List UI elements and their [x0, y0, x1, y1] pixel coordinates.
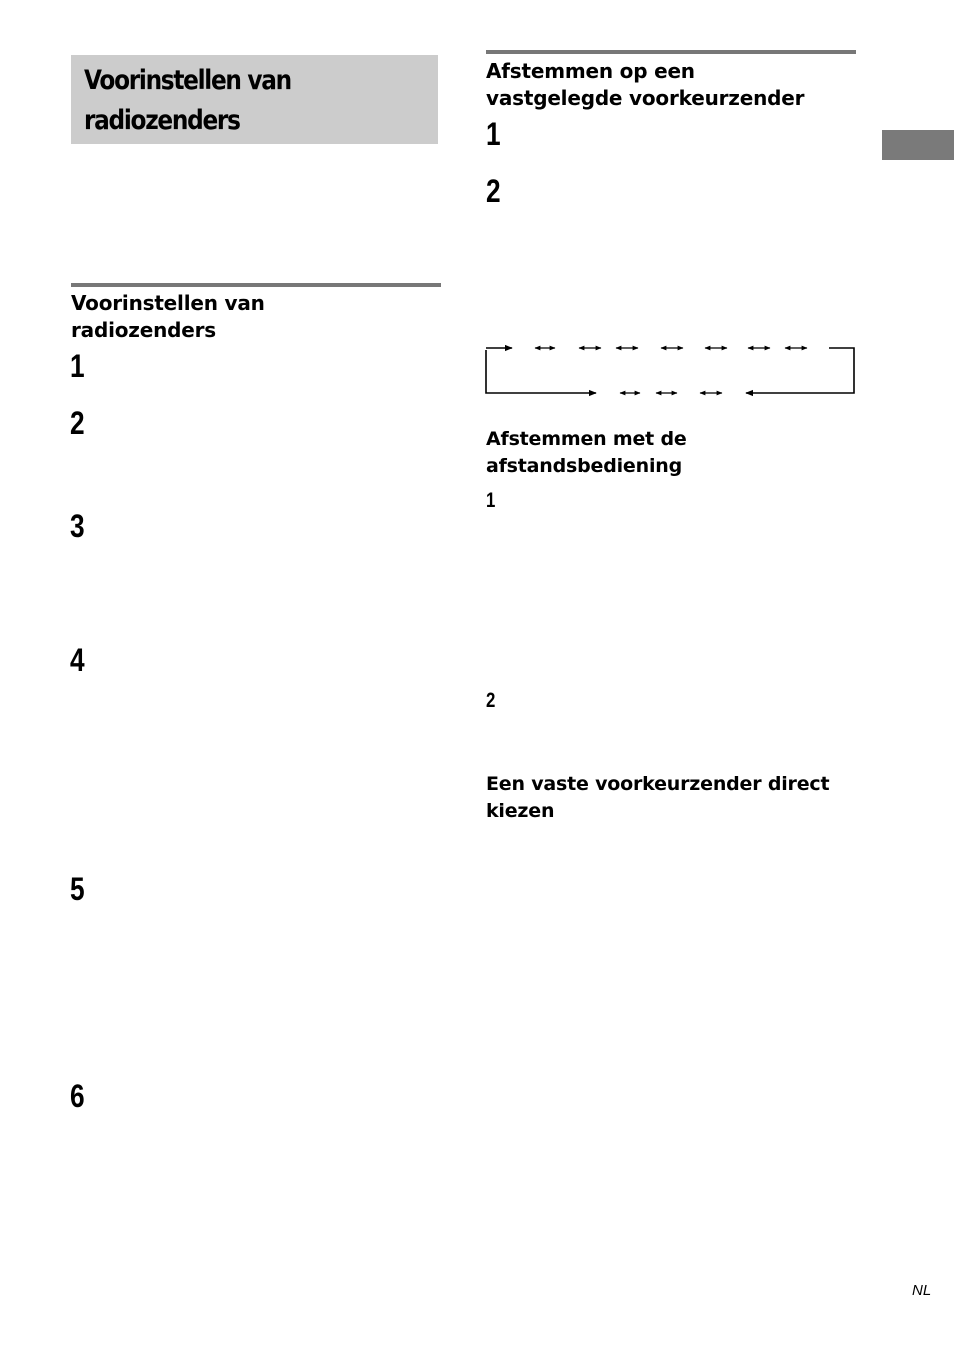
tune-step-number-1: 1: [486, 116, 501, 152]
tune-step-number-2: 2: [486, 173, 501, 209]
remote-step-number-1: 1: [486, 489, 496, 512]
tune-heading-line-1: Afstemmen op een: [486, 59, 695, 83]
remote-heading-line-1: Afstemmen met de: [486, 428, 687, 450]
step-number-1: 1: [70, 348, 85, 384]
direct-heading-line-1: Een vaste voorkeurzender direct: [486, 773, 830, 795]
chapter-title-box: [71, 55, 438, 144]
chapter-title-line-2: radiozenders: [84, 105, 240, 136]
section-heading-line-1: Voorinstellen van: [71, 291, 265, 315]
cycle-right-bracket: [746, 348, 854, 393]
step-number-3: 3: [70, 508, 85, 544]
section-heading-tune-preset: [486, 58, 804, 112]
step-number-4: 4: [70, 642, 85, 678]
step-number-5: 5: [70, 871, 85, 907]
chapter-thumb-tab: [882, 130, 954, 160]
cycle-left-bracket: [486, 350, 596, 393]
section-rule-right: [486, 50, 856, 54]
tune-heading-line-2: vastgelegde voorkeurzender: [486, 86, 805, 110]
page-locale-label: NL: [912, 1282, 932, 1299]
preset-cycle-diagram: [484, 338, 858, 400]
direct-heading-line-2: kiezen: [486, 800, 555, 822]
chapter-title-line-1: Voorinstellen van: [84, 65, 291, 96]
remote-heading: [486, 426, 687, 480]
cycle-loop-lines: [486, 348, 854, 393]
section-heading-line-2: radiozenders: [71, 318, 216, 342]
direct-select-heading: [486, 771, 829, 825]
remote-step-number-2: 2: [486, 689, 496, 712]
step-number-6: 6: [70, 1078, 85, 1114]
section-rule-left: [71, 283, 441, 287]
remote-heading-line-2: afstandsbediening: [486, 455, 682, 477]
step-number-2: 2: [70, 405, 85, 441]
section-heading-preset: [71, 290, 265, 344]
